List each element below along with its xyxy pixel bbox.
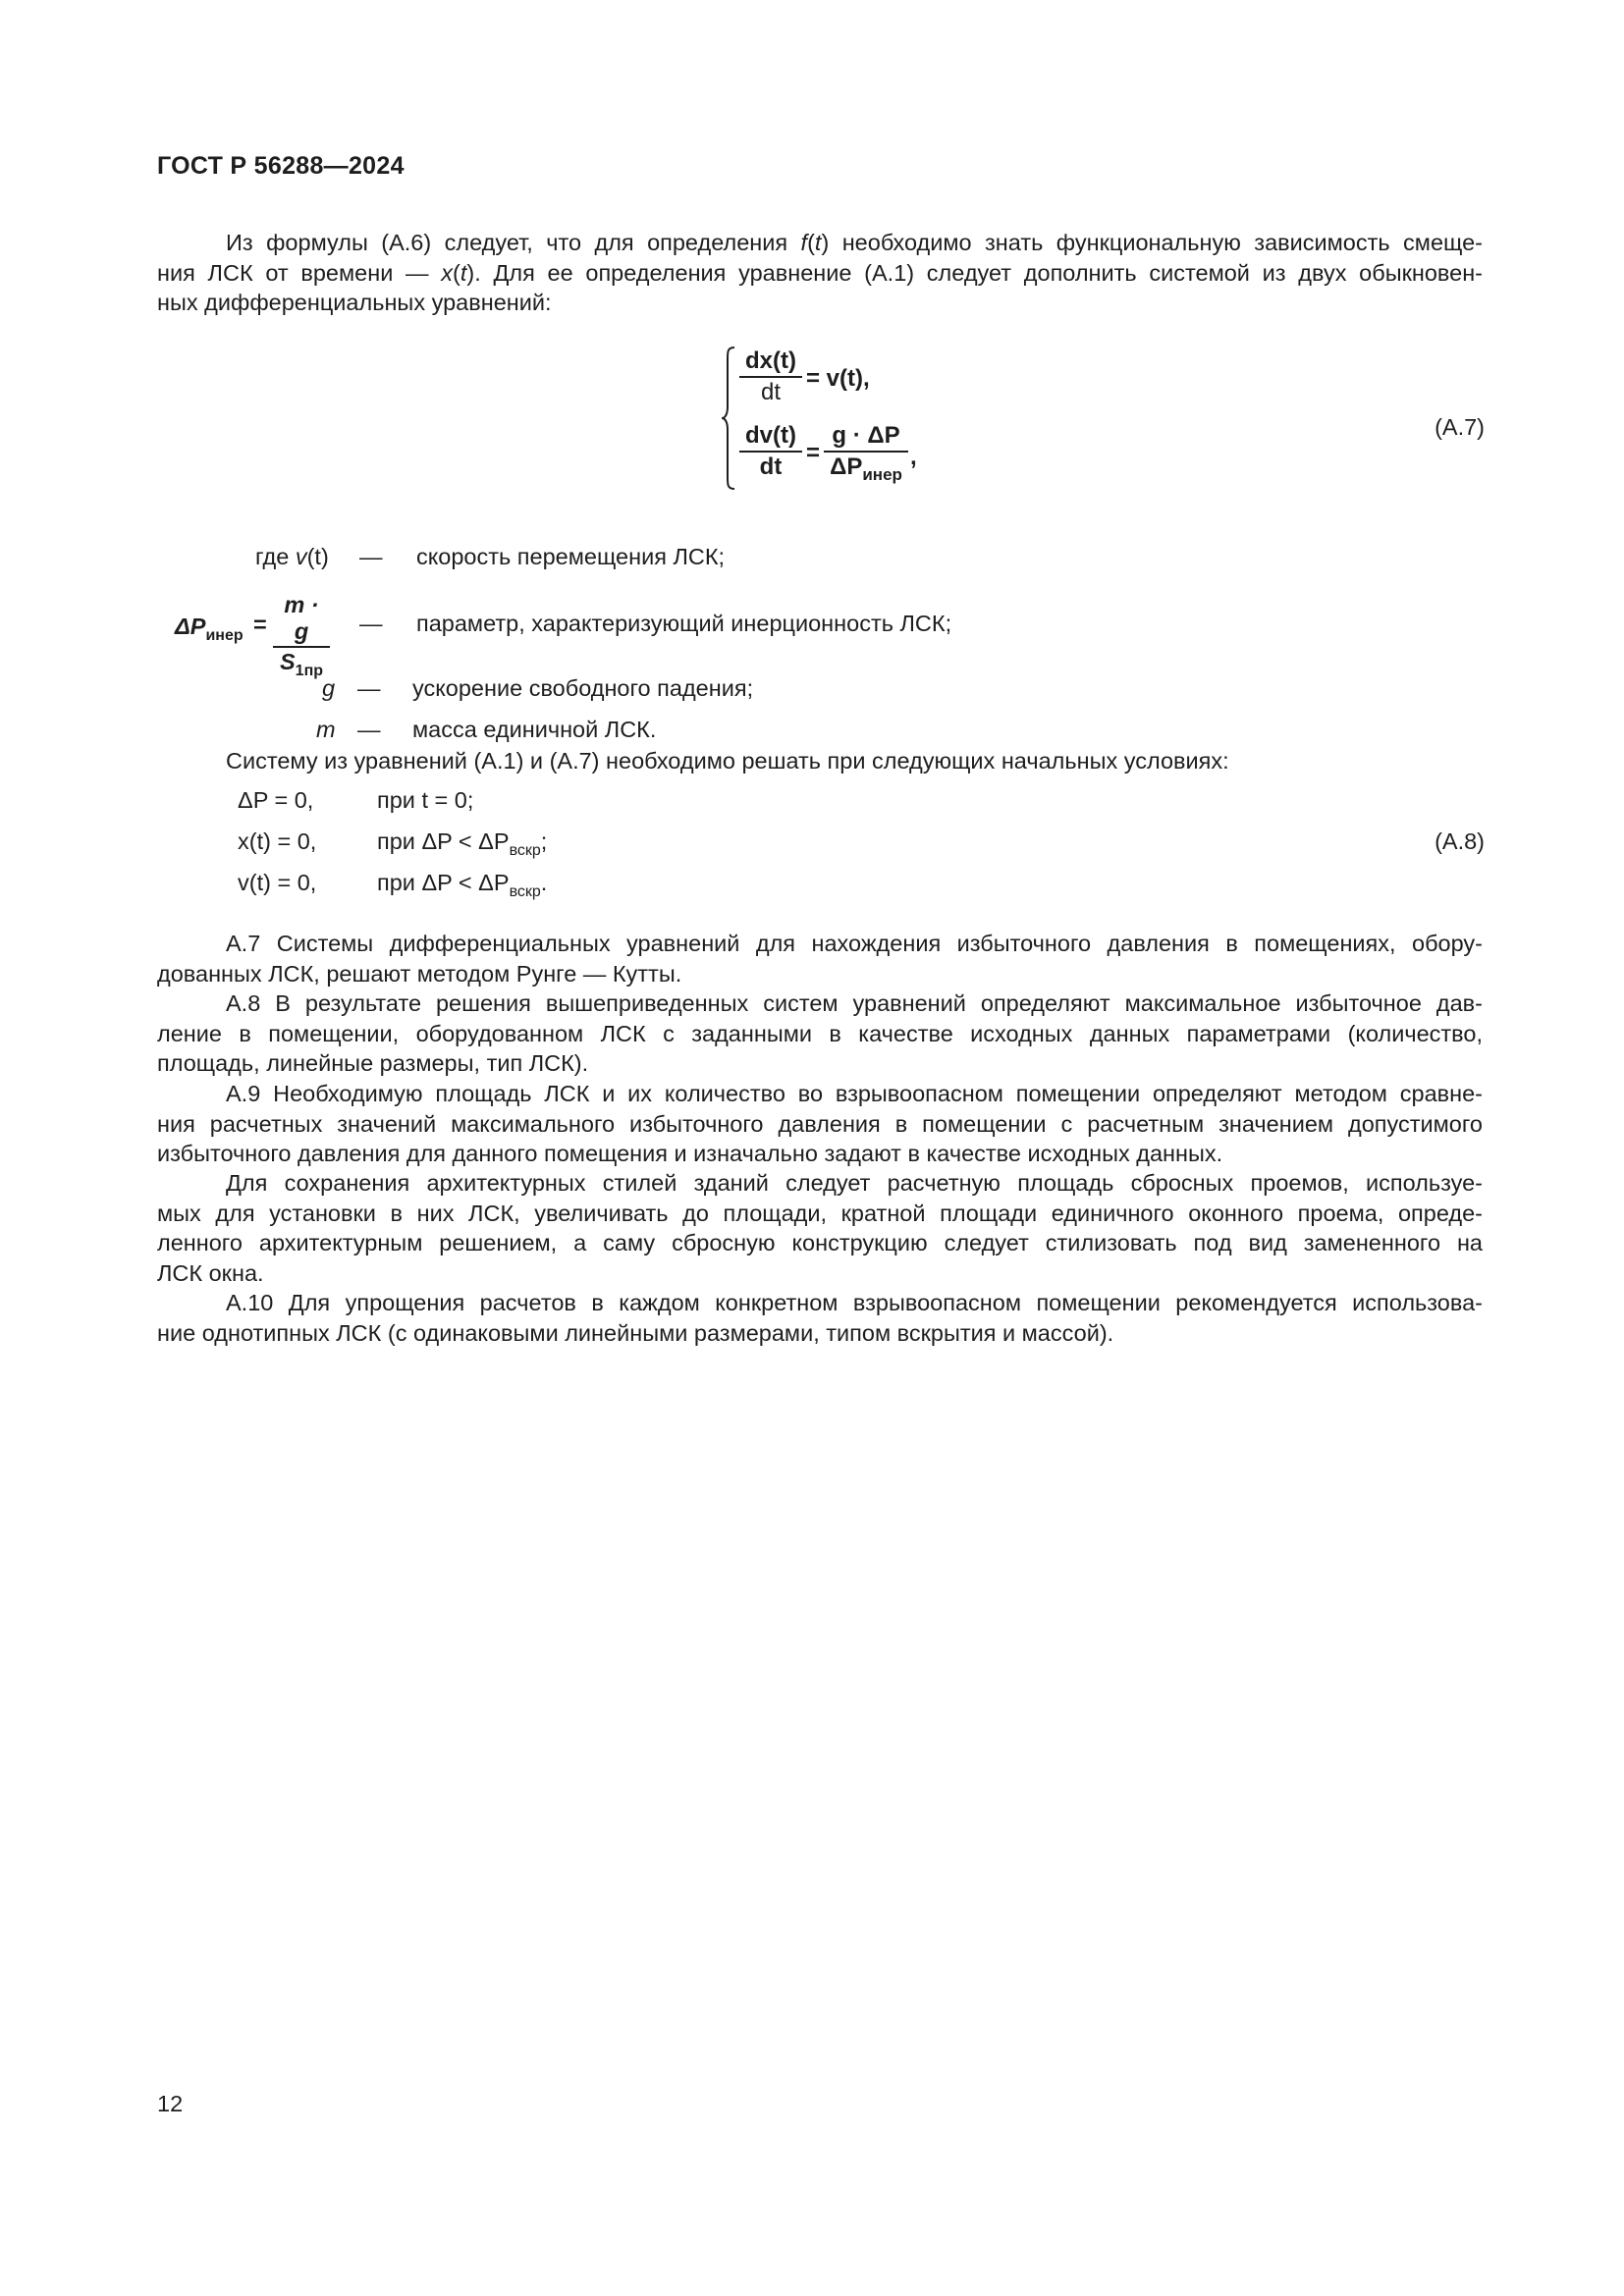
eq1-rhs: = v(t), [806,365,870,392]
paragraph-line: А.7 Системы дифференциальных уравнений для нахождения избыточного давления в помещениях, обору- [226,931,1483,956]
dp-denominator: $S_{1пр}$ [279,649,324,679]
intro-paragraph [157,228,1483,318]
condition-1-lhs: ΔP = 0, [238,787,314,813]
condition-3-lhs: v(t) = 0, [238,870,317,895]
fraction-bar [273,646,330,648]
eq1-denominator: dt [760,379,781,405]
def-v-description: скорость перемещения ЛСК; [416,544,726,569]
paragraph-architecture [157,1168,1483,1288]
def-m-symbol: m [316,717,336,742]
paragraph-line: ЛСК окна. [157,1259,264,1286]
eq2-fraction [739,422,802,481]
system-intro-text: Систему из уравнений (А.1) и (А.7) необходимо решать при следующих начальных условиях: [226,748,1229,774]
fraction-bar [739,376,802,378]
paragraph-line: избыточного давления для данного помещения и изначально задают в качестве исходных данных. [157,1141,1223,1166]
paragraph-line: ленного архитектурным решением, а саму сбросную конструкцию следует стилизовать под вид замененного на [157,1230,1483,1255]
def-g-description: ускорение свободного падения; [412,675,754,701]
fraction-bar [824,451,908,453]
eq2-denominator: dt [759,454,783,480]
dp-fraction [273,592,330,680]
left-brace-icon [722,346,735,491]
equation-number-a8: (А.8) [1435,828,1485,854]
paragraph-line: ние однотипных ЛСК (с одинаковыми линейными размерами, типом вскрытия и массой). [157,1319,1114,1346]
page-number: 12 [157,2091,184,2116]
paragraph-a7 [157,929,1483,988]
paragraph-line: А.9 Необходимую площадь ЛСК и их количество во взрывоопасном помещении определяют методом сравне- [226,1081,1483,1106]
equation-system-a7 [722,346,938,493]
dp-equals: = [253,612,267,637]
paragraph-line: А.8 В результате решения вышеприведенных систем уравнений определяют максимальное избыточное дав- [226,990,1483,1016]
dp-lhs: $\Delta P_{инер}$ [175,614,244,644]
eq2-equals: = [806,440,821,466]
paragraph-line: ния расчетных значений максимального избыточного давления в помещении с расчетным значением допустимого [157,1110,1483,1137]
condition-2-rhs: при $\Delta P < \Delta P_{вскр}$; [377,828,548,859]
paragraph-line: А.10 Для упрощения расчетов в каждом конкретном взрывоопасном помещении рекомендуется использова- [226,1290,1483,1315]
eq2-numerator: dv(t) [745,422,796,449]
def-g-symbol: g [322,675,336,701]
def-where-v: где v(t) [255,544,329,569]
paragraph-line: мых для установки в них ЛСК, увеличивать до площади, кратной площади единичного оконного проема, опреде- [157,1200,1483,1226]
intro-line-2: ния ЛСК от времени — x(t). Для ее определения уравнение (А.1) следует дополнить системой из двух обыкновен- [157,259,1484,286]
paragraph-line: площадь, линейные размеры, тип ЛСК). [157,1050,589,1076]
def-dash: — [359,544,383,569]
intro-line-1: Из формулы (А.6) следует, что для определения f(t) необходимо знать функциональную зависимость смеще- [226,230,1483,255]
def-dash: — [359,611,383,636]
def-m-description: масса единичной ЛСК. [412,717,657,742]
paragraph-a9 [157,1079,1483,1169]
paragraph-a8 [157,988,1483,1079]
eq1-fraction [739,347,802,406]
condition-2-lhs: x(t) = 0, [238,828,317,854]
condition-3-rhs: при $\Delta P < \Delta P_{вскр}$. [377,870,548,900]
equation-number-a7: (А.7) [1435,414,1485,440]
dp-numerator: m · g [284,592,319,644]
page-header-title: ГОСТ Р 56288—2024 [157,152,405,180]
eq1-numerator: dx(t) [745,347,796,374]
paragraph-line: дованных ЛСК, решают методом Рунге — Кутты. [157,960,682,987]
intro-line-3: ных дифференциальных уравнений: [157,290,552,315]
paragraph-a10 [157,1288,1483,1348]
def-dp-description: параметр, характеризующий инерционность ЛСК; [416,611,952,636]
eq2-rhs-fraction [824,422,908,485]
eq2-rhs-denominator: $\Delta P_{инер}$ [830,454,902,484]
eq2-tail: , [910,444,917,470]
eq2-rhs-numerator: g · ΔP [832,422,900,449]
def-dash: — [357,717,381,742]
def-dash: — [357,675,381,701]
paragraph-line: ление в помещении, оборудованном ЛСК с заданными в качестве исходных данных параметрами (количество, [157,1020,1483,1046]
condition-1-rhs: при t = 0; [377,787,474,813]
fraction-bar [739,451,802,453]
paragraph-line: Для сохранения архитектурных стилей зданий следует расчетную площадь сбросных проемов, используе- [226,1170,1483,1196]
def-dp-inertia-formula [175,592,371,679]
